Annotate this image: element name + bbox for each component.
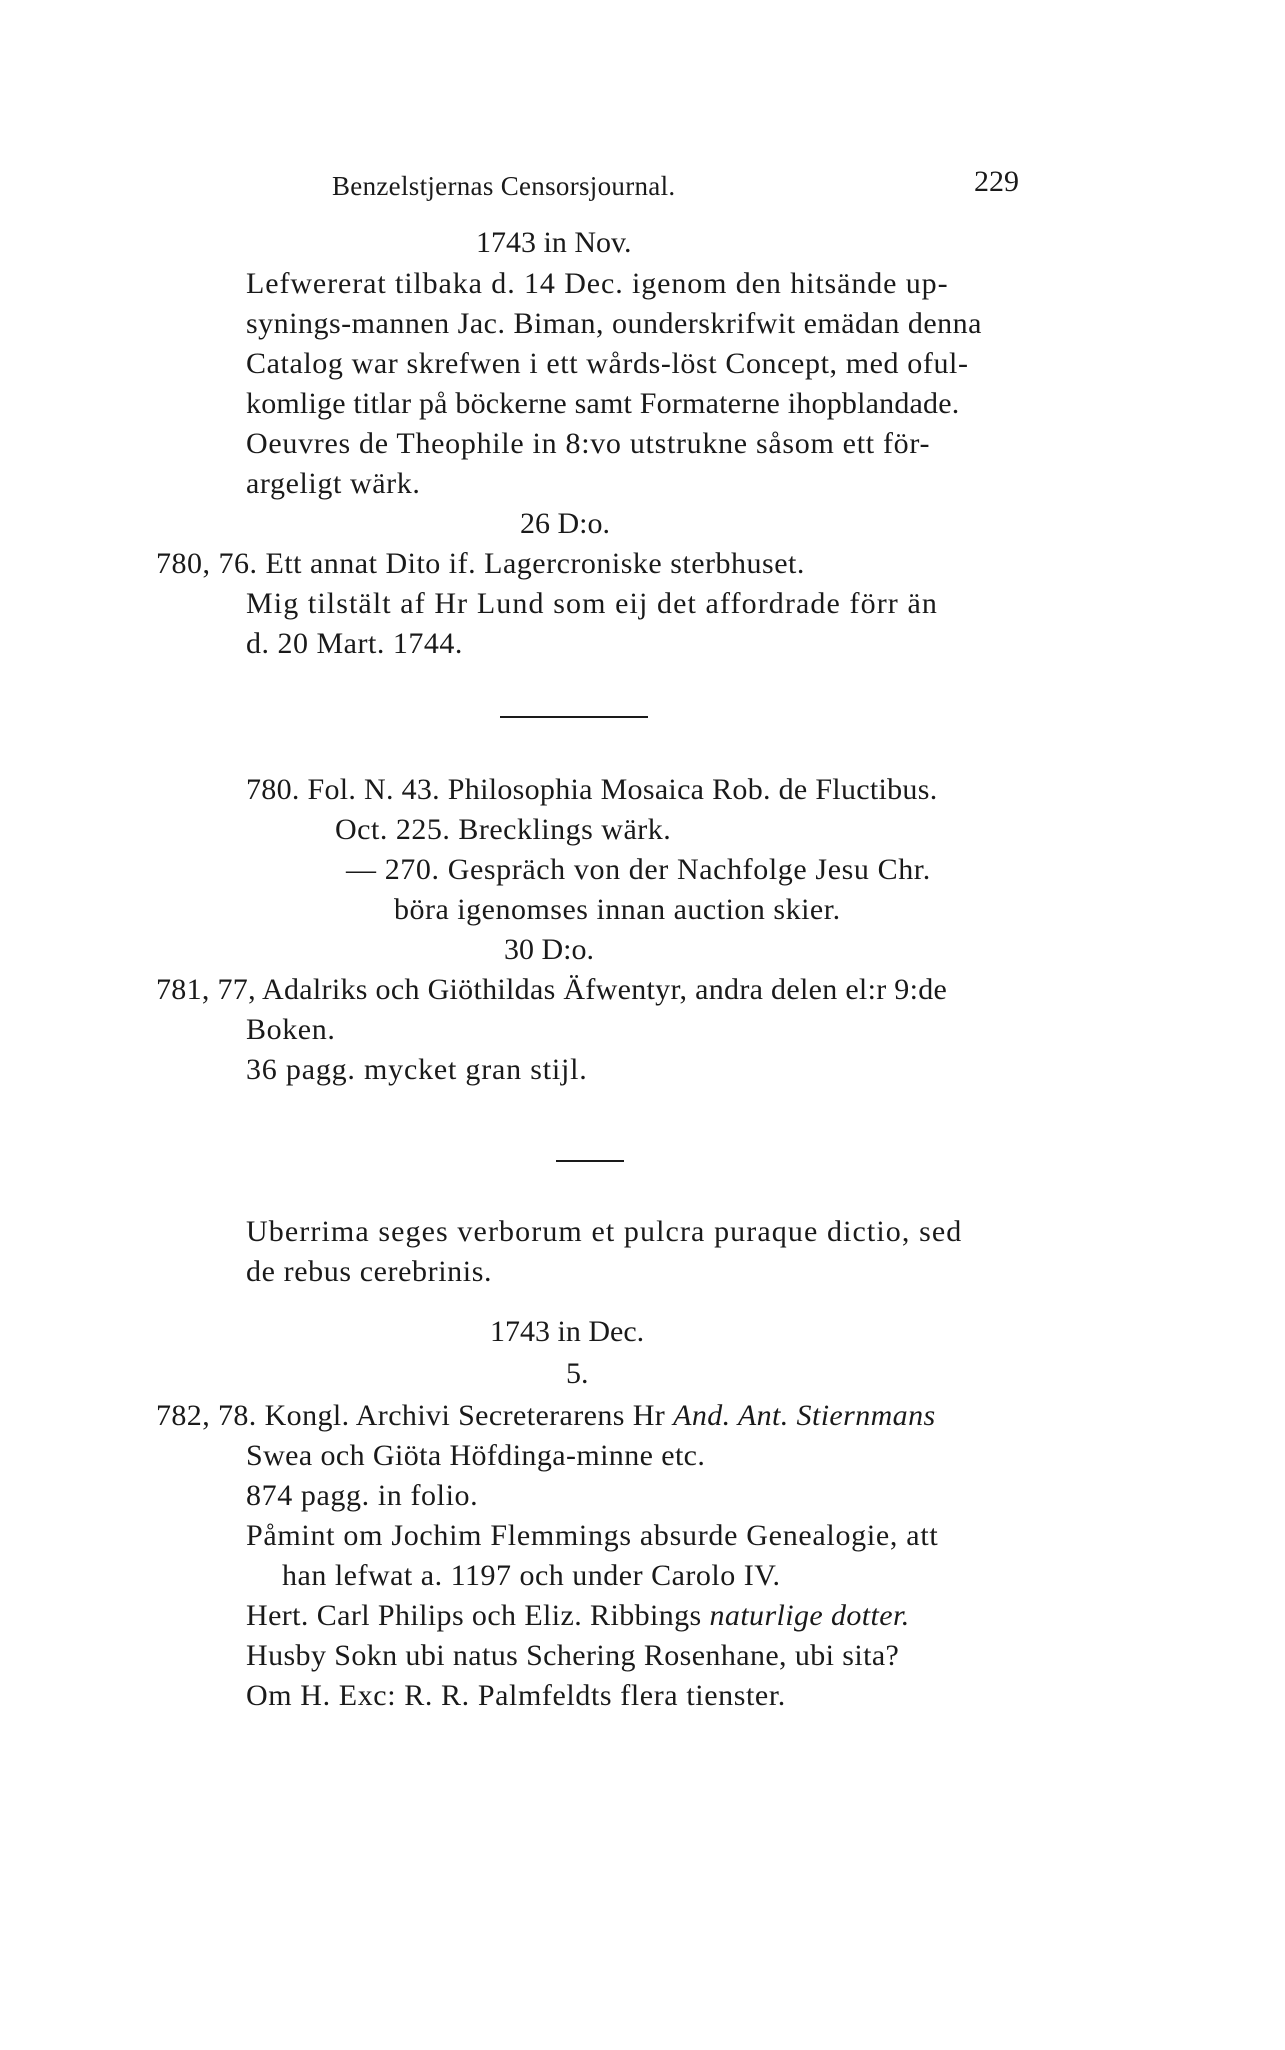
text-line: han lefwat a. 1197 och under Carolo IV.: [282, 1559, 781, 1592]
date-heading: 1743 in Nov.: [476, 226, 632, 259]
text-line: — 270. Gespräch von der Nachfolge Jesu Chr.: [346, 853, 931, 886]
text-line: Oct. 225. Brecklings wärk.: [335, 813, 672, 846]
text-line: 874 pagg. in folio.: [246, 1479, 479, 1512]
date-heading: 5.: [566, 1357, 589, 1390]
date-heading: 26 D:o.: [520, 507, 610, 540]
text-line: Swea och Giöta Höfdinga-minne etc.: [246, 1439, 706, 1472]
text-line: Uberrima seges verborum et pulcra puraque dictio, sed: [246, 1215, 963, 1248]
text-line: Lefwererat tilbaka d. 14 Dec. igenom den hitsände up-: [246, 267, 949, 300]
text-line: Oeuvres de Theophile in 8:vo utstrukne såsom ett för-: [246, 427, 931, 460]
text-plain: Hert. Carl Philips och Eliz. Ribbings: [246, 1599, 710, 1632]
text-line: Boken.: [246, 1013, 336, 1046]
separator-rule: [500, 716, 648, 718]
text-line: 36 pagg. mycket gran stijl.: [246, 1053, 588, 1086]
text-line: synings-mannen Jac. Biman, ounderskrifwit emädan denna: [246, 307, 982, 340]
text-line: Om H. Exc: R. R. Palmfeldts flera tienster.: [246, 1679, 786, 1712]
entry-line: 780. Fol. N. 43. Philosophia Mosaica Rob. de Fluctibus.: [246, 773, 938, 806]
text-line: argeligt wärk.: [246, 467, 421, 500]
page-number: 229: [974, 165, 1019, 198]
entry-text: 782, 78. Kongl. Archivi Secreterarens Hr: [156, 1399, 674, 1432]
entry-author: And. Ant. Stiernmans: [673, 1399, 936, 1432]
text-line: böra igenomses innan auction skier.: [394, 893, 841, 926]
date-heading: 30 D:o.: [504, 933, 594, 966]
text-line: Mig tilstält af Hr Lund som eij det affordrade förr än: [246, 587, 938, 620]
text-line: komlige titlar på böckerne samt Formaterne ihopblandade.: [246, 387, 960, 420]
text-line: Husby Sokn ubi natus Schering Rosenhane, ubi sita?: [246, 1639, 900, 1672]
entry-line: [156, 1398, 936, 1434]
text-line: Påmint om Jochim Flemmings absurde Genealogie, att: [246, 1519, 939, 1552]
text-line: d. 20 Mart. 1744.: [246, 627, 463, 660]
date-heading: 1743 in Dec.: [490, 1315, 645, 1348]
text-line: [246, 1598, 910, 1634]
entry-line: 780, 76. Ett annat Dito if. Lagercroniske sterbhuset.: [156, 547, 805, 580]
text-italic: naturlige dotter.: [709, 1599, 910, 1632]
text-line: Catalog war skrefwen i ett wårds-löst Concept, med oful-: [246, 347, 969, 380]
separator-rule: [556, 1160, 624, 1162]
text-line: de rebus cerebrinis.: [246, 1255, 493, 1288]
running-title: Benzelstjernas Censorsjournal.: [332, 171, 676, 201]
entry-line: 781, 77, Adalriks och Giöthildas Äfwentyr, andra delen el:r 9:de: [156, 973, 948, 1006]
